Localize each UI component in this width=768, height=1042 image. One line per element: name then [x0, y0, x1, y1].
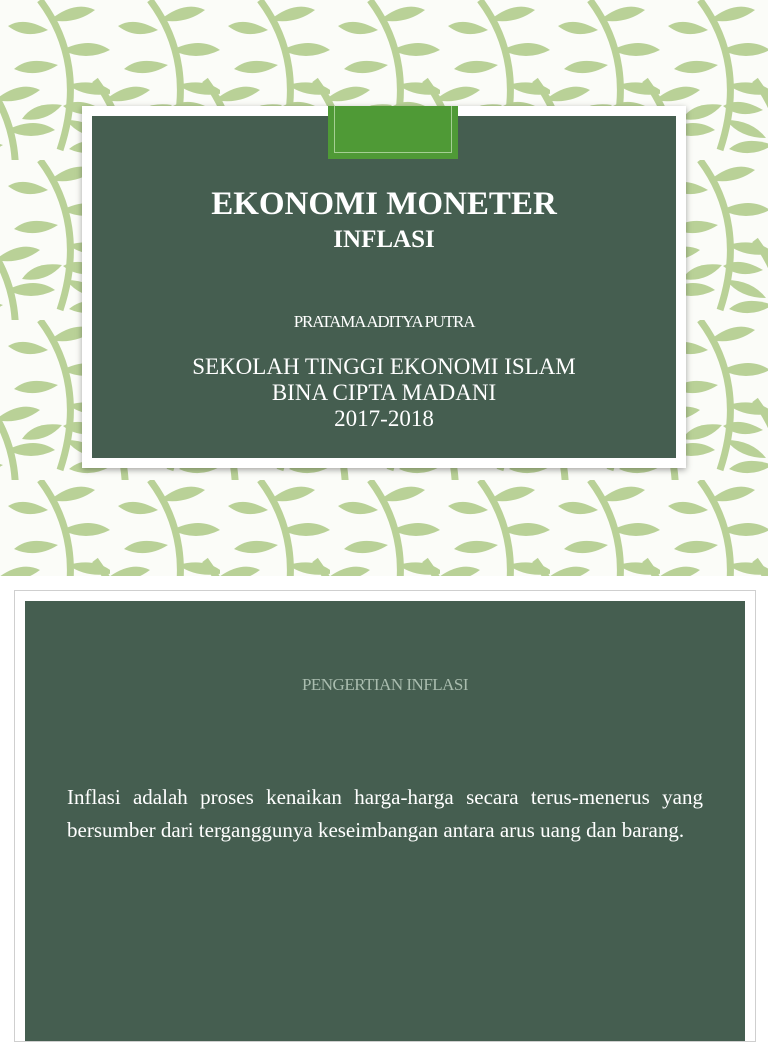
institution-line-1: SEKOLAH TINGGI EKONOMI ISLAM [192, 354, 576, 379]
slide-heading: PENGERTIAN INFLASI [301, 675, 469, 694]
title-card [82, 106, 686, 468]
content-panel [25, 601, 745, 1041]
institution-block [92, 354, 676, 432]
author-name: PRATAMA ADITYA PUTRA [293, 312, 475, 331]
slide-body-text: Inflasi adalah proses kenaikan harga-harga secara terus-menerus yang bersumber dari terganggunya keseimbangan antara arus uang dan barang. [67, 785, 703, 842]
institution-line-2: BINA CIPTA MADANI [271, 380, 497, 405]
academic-year: 2017-2018 [334, 406, 434, 431]
content-slide [14, 590, 756, 1042]
presentation-subtitle: INFLASI [333, 226, 435, 253]
title-panel [92, 116, 676, 458]
presentation-title: EKONOMI MONETER [211, 186, 557, 222]
accent-tab [328, 106, 458, 159]
